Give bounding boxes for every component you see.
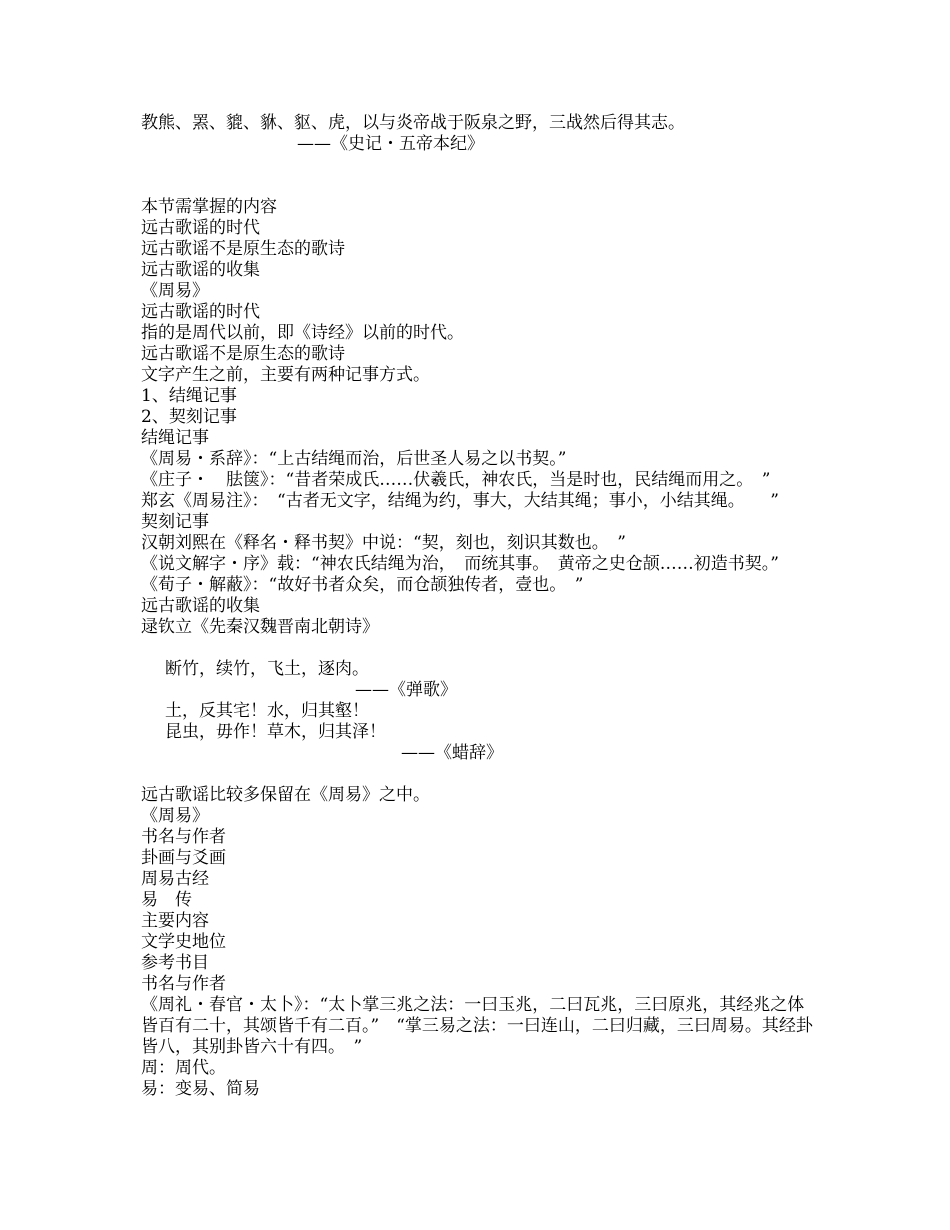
era-heading: 远古歌谣的时代 (141, 302, 260, 322)
zhouyi-topic: 参考书目 (141, 953, 209, 973)
era-text: 指的是周代以前，即《诗经》以前的时代。 (141, 323, 464, 343)
poem-source: ——《弹歌》 (355, 680, 457, 700)
outline-item: 《周易》 (141, 281, 209, 301)
zhouyi-heading: 《周易》 (141, 806, 209, 826)
outline-item: 远古歌谣不是原生态的歌诗 (141, 239, 345, 259)
zhouyi-topic: 文学史地位 (141, 932, 226, 952)
collection-heading: 远古歌谣的收集 (141, 596, 260, 616)
carving-quote: 《说文解字・序》载：“神农氏结绳为治， 而统其事。 黄帝之史仓颉……初造书契。” (141, 554, 779, 574)
document-page (141, 113, 821, 1100)
carving-quote: 《荀子・解蔽》：“故好书者众矣，而仓颉独传者，壹也。 ” (141, 575, 584, 595)
spacer (141, 638, 821, 659)
spacer (141, 176, 821, 197)
knot-quote: 《周易・系辞》：“上古结绳而治，后世圣人易之以书契。” (141, 449, 567, 469)
carving-heading: 契刻记事 (141, 512, 209, 532)
zhouyi-topic: 书名与作者 (141, 827, 226, 847)
knot-quote: 《庄子・ 胠箧》：“昔者荣成氏……伏羲氏，神农氏，当是时也，民结绳而用之。 ” (141, 470, 771, 490)
poem-source: ——《蜡辞》 (401, 743, 503, 763)
definition: 易：变易、简易 (141, 1079, 260, 1099)
poem-line: 土，反其宅！水，归其壑！ (165, 701, 369, 721)
section-heading: 本节需掌握的内容 (141, 197, 277, 217)
zhouyi-topic: 卦画与爻画 (141, 848, 226, 868)
recording-method: 2、契刻记事 (141, 407, 237, 427)
zhouyi-topic: 主要内容 (141, 911, 209, 931)
spacer (141, 764, 821, 785)
epigraph-source: ——《史记・五帝本纪》 (297, 134, 484, 154)
zhouli-quote: 《周礼・春官・太卜》：“太卜掌三兆之法：一曰玉兆，二曰瓦兆，三曰原兆，其经兆之体皆百有二十，其颂皆千有二百。” “掌三易之法：一曰连山，二曰归藏，三曰周易。其经卦皆八，其别卦皆六十有四。 ” (141, 995, 813, 1057)
outline-item: 远古歌谣的时代 (141, 218, 260, 238)
poem-line: 断竹，续竹，飞土，逐肉。 (165, 659, 369, 679)
outline-item: 远古歌谣的收集 (141, 260, 260, 280)
recording-method: 1、结绳记事 (141, 386, 237, 406)
spacer (141, 155, 821, 176)
epigraph-text: 教熊、罴、貔、貅、䝙、虎，以与炎帝战于阪泉之野，三战然后得其志。 (141, 113, 685, 133)
collection-book: 逯钦立《先秦汉魏晋南北朝诗》 (141, 617, 379, 637)
not-original-heading: 远古歌谣不是原生态的歌诗 (141, 344, 345, 364)
zhouyi-topic: 周易古经 (141, 869, 209, 889)
carving-quote: 汉朝刘熙在《释名・释书契》中说：“契，刻也，刻识其数也。 ” (141, 533, 626, 553)
knot-quote: 郑玄《周易注》： “古者无文字，结绳为约，事大，大结其绳；事小，小结其绳。 ” (141, 491, 779, 511)
zhouyi-topic: 易 传 (141, 890, 192, 910)
knot-heading: 结绳记事 (141, 428, 209, 448)
recording-intro: 文字产生之前，主要有两种记事方式。 (141, 365, 430, 385)
poem-line: 昆虫，毋作！草木，归其泽！ (165, 722, 386, 742)
definition: 周：周代。 (141, 1058, 226, 1078)
title-author-heading: 书名与作者 (141, 974, 226, 994)
preserved-text: 远古歌谣比较多保留在《周易》之中。 (141, 785, 430, 805)
